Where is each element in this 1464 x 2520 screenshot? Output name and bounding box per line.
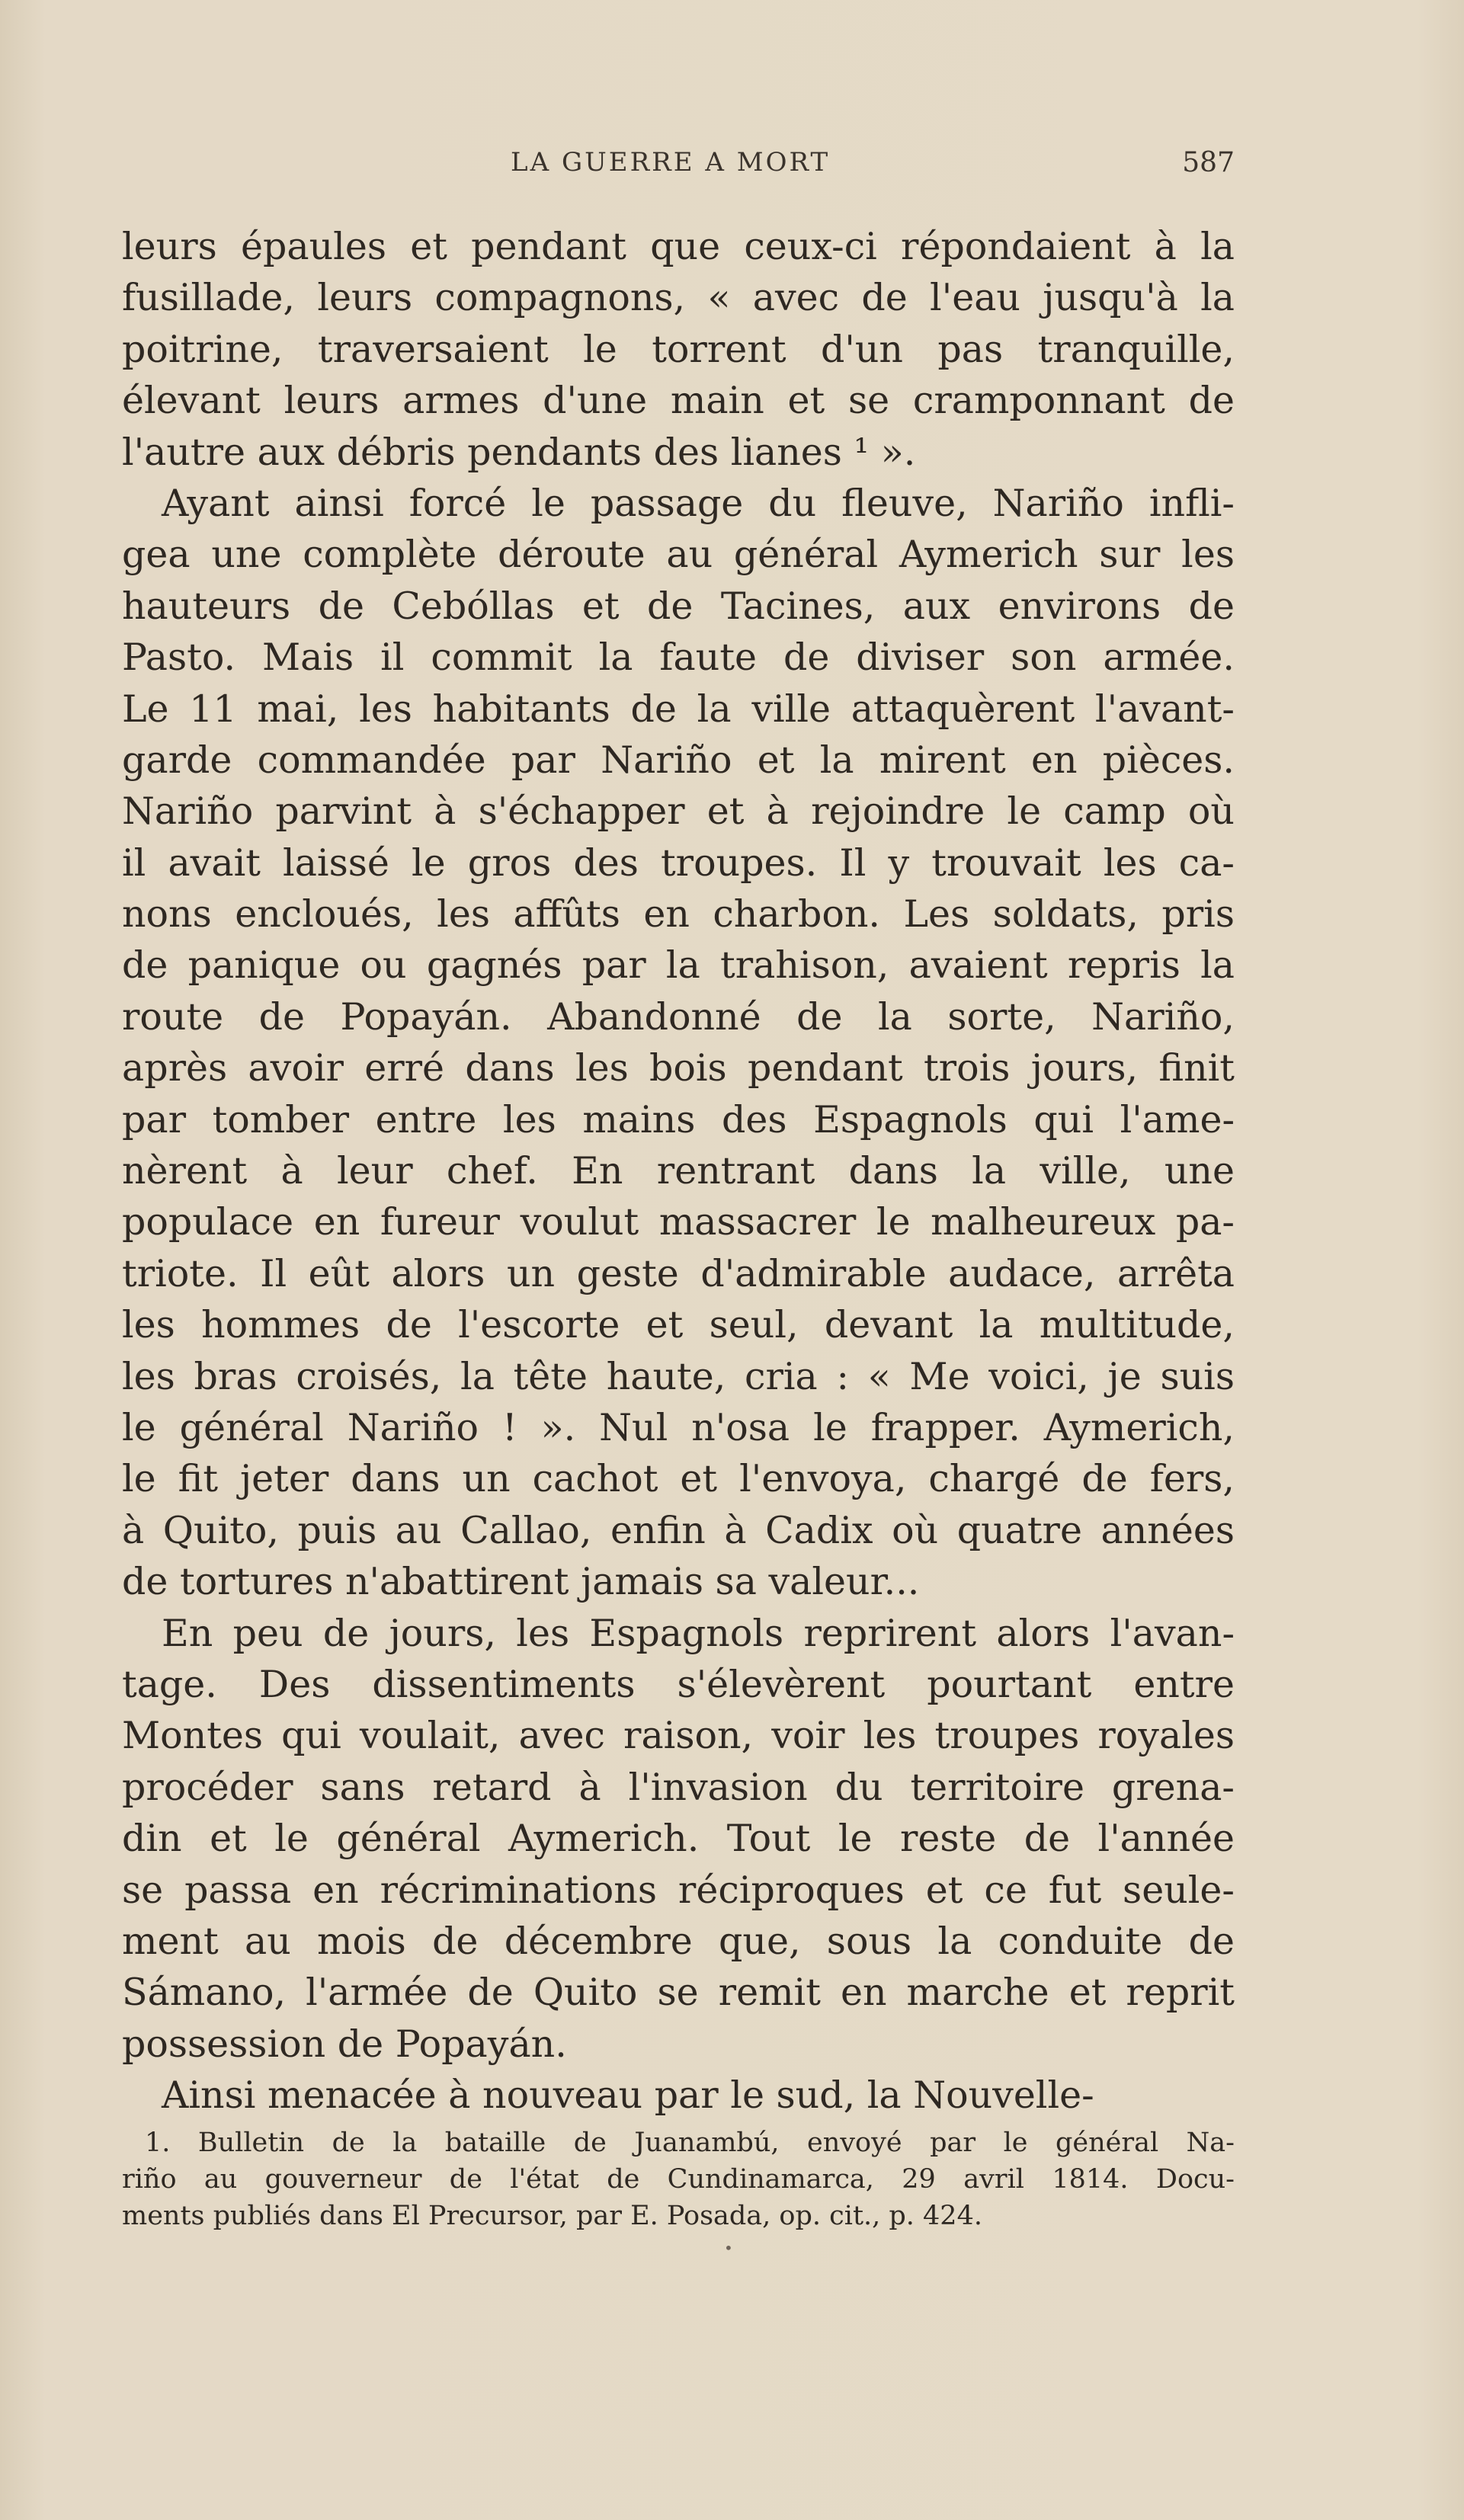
text-line: nons encloués, les affûts en charbon. Les soldats, pris [122, 892, 1235, 937]
page-number: 587 [1182, 147, 1235, 178]
text-line: de panique ou gagnés par la trahison, avaient repris la [122, 943, 1235, 988]
page-header [122, 147, 1235, 185]
text-line: les hommes de l'escorte et seul, devant la multitude, [122, 1303, 1235, 1347]
footnote [122, 2125, 1235, 2234]
text-line: Ainsi menacée à nouveau par le sud, la Nouvelle- [162, 2073, 1094, 2118]
text-line: le fit jeter dans un cachot et l'envoya, chargé de fers, [122, 1457, 1235, 1501]
text-line: Pasto. Mais il commit la faute de diviser son armée. [122, 636, 1235, 680]
text-line: Sámano, l'armée de Quito se remit en marche et reprit [122, 1971, 1235, 2015]
text-line: populace en fureur voulut massacrer le malheureux pa- [122, 1200, 1235, 1244]
text-line: ment au mois de décembre que, sous la conduite de [122, 1919, 1235, 1963]
text-line: Ayant ainsi forcé le passage du fleuve, Nariño infli- [162, 481, 1235, 525]
text-line: Nariño parvint à s'échapper et à rejoindre le camp où [122, 789, 1235, 834]
text-line: possession de Popayán. [122, 2022, 567, 2066]
footnote-line: 1. Bulletin de la bataille de Juanambú, envoyé par le général Na- [145, 2128, 1235, 2158]
text-line: fusillade, leurs compagnons, « avec de l'eau jusqu'à la [122, 276, 1235, 320]
text-line: élevant leurs armes d'une main et se cramponnant de [122, 379, 1235, 423]
text-line: En peu de jours, les Espagnols reprirent alors l'avan- [162, 1611, 1235, 1655]
text-line: se passa en récriminations réciproques et ce fut seule- [122, 1868, 1235, 1912]
text-line: par tomber entre les mains des Espagnols qui l'ame- [122, 1097, 1235, 1142]
footnote-line: ments publiés dans El Precursor, par E. Posada, op. cit., p. 424. [122, 2201, 982, 2231]
text-line: le général Nariño ! ». Nul n'osa le frapper. Aymerich, [122, 1405, 1235, 1449]
text-line: à Quito, puis au Callao, enfin à Cadix où quatre années [122, 1508, 1235, 1552]
text-line: poitrine, traversaient le torrent d'un pas tranquille, [122, 327, 1235, 371]
text-line: Le 11 mai, les habitants de la ville attaquèrent l'avant- [122, 687, 1235, 731]
body-text [122, 221, 1235, 2121]
text-line: après avoir erré dans les bois pendant trois jours, finit [122, 1046, 1235, 1090]
text-line: procéder sans retard à l'invasion du territoire grena- [122, 1765, 1235, 1809]
text-line: garde commandée par Nariño et la mirent en pièces. [122, 738, 1235, 782]
text-line: de tortures n'abattirent jamais sa valeur... [122, 1560, 920, 1604]
text-line: les bras croisés, la tête haute, cria : « Me voici, je suis [122, 1354, 1235, 1398]
running-title: LA GUERRE A MORT [511, 147, 831, 178]
text-line: leurs épaules et pendant que ceux-ci répondaient à la [122, 225, 1235, 268]
text-line: nèrent à leur chef. En rentrant dans la ville, une [122, 1149, 1235, 1193]
text-line: hauteurs de Cebóllas et de Tacines, aux environs de [122, 584, 1235, 628]
text-line: gea une complète déroute au général Aymerich sur les [122, 533, 1235, 577]
text-line: triote. Il eût alors un geste d'admirable audace, arrêta [122, 1251, 1235, 1295]
text-line: il avait laissé le gros des troupes. Il y trouvait les ca- [122, 841, 1235, 885]
text-line: din et le général Aymerich. Tout le reste de l'année [122, 1817, 1235, 1861]
text-line: l'autre aux débris pendants des lianes ¹ ». [122, 430, 916, 474]
stray-mark: • [724, 2239, 733, 2257]
footnote-line: riño au gouverneur de l'état de Cundinamarca, 29 avril 1814. Docu- [122, 2164, 1235, 2195]
text-line: tage. Des dissentiments s'élevèrent pourtant entre [122, 1662, 1235, 1706]
text-line: route de Popayán. Abandonné de la sorte, Nariño, [122, 994, 1235, 1039]
text-line: Montes qui voulait, avec raison, voir les troupes royales [122, 1714, 1235, 1758]
